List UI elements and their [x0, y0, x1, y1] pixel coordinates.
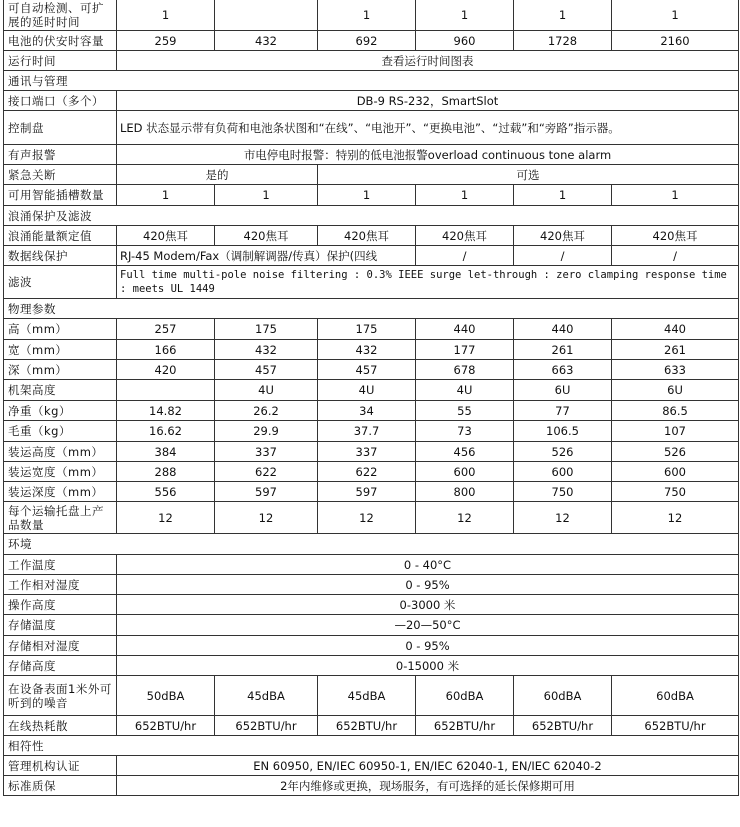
- value-cell: 420焦耳: [612, 226, 739, 246]
- row-label: 滤波: [4, 266, 117, 299]
- row-label: 有声报警: [4, 145, 117, 165]
- value-cell: 1: [117, 0, 215, 31]
- value-cell: 4U: [318, 380, 416, 401]
- table-row: [4, 676, 739, 716]
- section-heading: 环境: [4, 534, 739, 555]
- value-span: EN 60950, EN/IEC 60950-1, EN/IEC 62040-1, EN/IEC 62040-2: [117, 756, 739, 776]
- value-cell: 1: [514, 0, 612, 31]
- value-cell: 60dBA: [514, 676, 612, 716]
- section-heading: 通讯与管理: [4, 71, 739, 91]
- table-row: [4, 226, 739, 246]
- value-cell: 288: [117, 462, 215, 482]
- value-cell: 457: [318, 360, 416, 380]
- value-cell: 652BTU/hr: [215, 716, 318, 736]
- table-row: [4, 246, 739, 266]
- table-row: [4, 380, 739, 401]
- table-row: [4, 534, 739, 555]
- table-row: [4, 71, 739, 91]
- value-cell: 652BTU/hr: [117, 716, 215, 736]
- section-heading: 物理参数: [4, 299, 739, 319]
- table-row: [4, 0, 739, 31]
- value-cell: /: [416, 246, 514, 266]
- value-cell: 456: [416, 442, 514, 462]
- table-row: [4, 502, 739, 534]
- value-cell: 12: [117, 502, 215, 534]
- row-label: 电池的伏安时容量: [4, 31, 117, 51]
- value-cell: 1: [612, 185, 739, 206]
- value-cell: 556: [117, 482, 215, 502]
- value-cell: 600: [612, 462, 739, 482]
- value-cell: 50dBA: [117, 676, 215, 716]
- value-cell: 622: [215, 462, 318, 482]
- value-cell: 12: [514, 502, 612, 534]
- value-right: 可选: [318, 165, 739, 185]
- value-cell: 175: [318, 319, 416, 340]
- value-cell: 440: [514, 319, 612, 340]
- value-cell: 420焦耳: [215, 226, 318, 246]
- row-label: 深（mm）: [4, 360, 117, 380]
- value-cell: 440: [416, 319, 514, 340]
- row-label: 装运宽度（mm）: [4, 462, 117, 482]
- value-span: 0 - 95%: [117, 575, 739, 595]
- value-cell: 1: [416, 0, 514, 31]
- value-cell: 1: [318, 185, 416, 206]
- value-cell: 678: [416, 360, 514, 380]
- value-cell: 55: [416, 401, 514, 421]
- table-row: [4, 421, 739, 442]
- value-cell: 663: [514, 360, 612, 380]
- value-cell: 432: [318, 340, 416, 360]
- value-cell: 960: [416, 31, 514, 51]
- table-row: [4, 462, 739, 482]
- value-cell: 26.2: [215, 401, 318, 421]
- value-cell: 800: [416, 482, 514, 502]
- value-cell: 12: [318, 502, 416, 534]
- value-cell: 337: [215, 442, 318, 462]
- value-span: 0-3000 米: [117, 595, 739, 615]
- value-cell: 432: [215, 340, 318, 360]
- value-cell: 6U: [514, 380, 612, 401]
- table-row: [4, 401, 739, 421]
- value-cell: 597: [215, 482, 318, 502]
- value-cell: 4U: [416, 380, 514, 401]
- value-span: LED 状态显示带有负荷和电池条状图和“在线”、“电池开”、“更换电池”、“过载”和“旁路”指示器。: [117, 111, 739, 145]
- table-row: [4, 716, 739, 736]
- row-label: 管理机构认证: [4, 756, 117, 776]
- value-span: Full time multi-pole noise filtering : 0.3% IEEE surge let-through : zero clamping response time : meets UL 1449: [117, 266, 739, 299]
- value-cell: 420焦耳: [117, 226, 215, 246]
- table-row: [4, 319, 739, 340]
- value-cell: 14.82: [117, 401, 215, 421]
- table-row: [4, 615, 739, 636]
- value-cell: 73: [416, 421, 514, 442]
- value-cell: 457: [215, 360, 318, 380]
- table-row: [4, 636, 739, 656]
- row-label: 宽（mm）: [4, 340, 117, 360]
- row-label: 在线热耗散: [4, 716, 117, 736]
- table-row: [4, 206, 739, 226]
- table-row: [4, 756, 739, 776]
- row-label: 存储相对湿度: [4, 636, 117, 656]
- value-cell: 177: [416, 340, 514, 360]
- table-row: [4, 185, 739, 206]
- value-cell: 1: [612, 0, 739, 31]
- row-label: 数据线保护: [4, 246, 117, 266]
- value-cell: 750: [612, 482, 739, 502]
- value-cell: 12: [612, 502, 739, 534]
- value-cell: 622: [318, 462, 416, 482]
- value-cell: 261: [612, 340, 739, 360]
- table-row: [4, 656, 739, 676]
- table-row: [4, 111, 739, 145]
- table-row: [4, 51, 739, 71]
- row-label: 工作温度: [4, 555, 117, 575]
- table-row: [4, 31, 739, 51]
- value-cell: 600: [416, 462, 514, 482]
- value-cell: 692: [318, 31, 416, 51]
- value-cell: 34: [318, 401, 416, 421]
- value-cell: 652BTU/hr: [318, 716, 416, 736]
- value-span: 0 - 95%: [117, 636, 739, 656]
- value-cell: 60dBA: [416, 676, 514, 716]
- value-cell: 12: [416, 502, 514, 534]
- spec-table: [3, 0, 739, 796]
- value-cell: 259: [117, 31, 215, 51]
- table-row: [4, 736, 739, 756]
- value-cell: 29.9: [215, 421, 318, 442]
- table-row: [4, 91, 739, 111]
- row-label: 浪涌能量额定值: [4, 226, 117, 246]
- row-label: 每个运输托盘上产品数量: [4, 502, 117, 534]
- value-cell: 1: [514, 185, 612, 206]
- table-row: [4, 145, 739, 165]
- value-span: 0 - 40°C: [117, 555, 739, 575]
- value-span: 0-15000 米: [117, 656, 739, 676]
- value-span: 市电停电时报警：特别的低电池报警overload continuous tone alarm: [117, 145, 739, 165]
- value-cell: 16.62: [117, 421, 215, 442]
- value-cell: 633: [612, 360, 739, 380]
- value-cell: /: [612, 246, 739, 266]
- value-cell: 37.7: [318, 421, 416, 442]
- table-row: [4, 575, 739, 595]
- row-label: 标准质保: [4, 776, 117, 796]
- table-row: [4, 555, 739, 575]
- value-cell: 261: [514, 340, 612, 360]
- value-cell: 600: [514, 462, 612, 482]
- value-left: 是的: [117, 165, 318, 185]
- spec-table-body: [4, 0, 739, 796]
- section-heading: 相符性: [4, 736, 739, 756]
- value-cell: 2160: [612, 31, 739, 51]
- value-cell: 384: [117, 442, 215, 462]
- row-label: 机架高度: [4, 380, 117, 401]
- value-cell: 420焦耳: [416, 226, 514, 246]
- value-cell: 526: [514, 442, 612, 462]
- table-row: [4, 360, 739, 380]
- value-cell: 750: [514, 482, 612, 502]
- value-cell: 597: [318, 482, 416, 502]
- value-cell: 175: [215, 319, 318, 340]
- table-row: [4, 340, 739, 360]
- value-cell: 60dBA: [612, 676, 739, 716]
- value-span: DB-9 RS-232，SmartSlot: [117, 91, 739, 111]
- value-cell: [117, 380, 215, 401]
- value-cell: 107: [612, 421, 739, 442]
- table-row: [4, 595, 739, 615]
- value-cell: 257: [117, 319, 215, 340]
- value-cell: 440: [612, 319, 739, 340]
- value-span: 查看运行时间图表: [117, 51, 739, 71]
- value-cell: 86.5: [612, 401, 739, 421]
- section-heading: 浪涌保护及滤波: [4, 206, 739, 226]
- value-cell: 106.5: [514, 421, 612, 442]
- value-cell: 1: [117, 185, 215, 206]
- value-span: —20—50°C: [117, 615, 739, 636]
- row-label: 毛重（kg）: [4, 421, 117, 442]
- value-cell: 4U: [215, 380, 318, 401]
- row-label: 接口端口（多个）: [4, 91, 117, 111]
- value-cell: 77: [514, 401, 612, 421]
- value-cell: 166: [117, 340, 215, 360]
- row-label: 装运高度（mm）: [4, 442, 117, 462]
- row-label: 可自动检测、可扩展的延时时间: [4, 0, 117, 31]
- table-row: [4, 482, 739, 502]
- row-label: 存储温度: [4, 615, 117, 636]
- value-cell: 337: [318, 442, 416, 462]
- row-label: 运行时间: [4, 51, 117, 71]
- value-cell: 652BTU/hr: [514, 716, 612, 736]
- value-cell: 6U: [612, 380, 739, 401]
- row-label: 紧急关断: [4, 165, 117, 185]
- value-cell: 420: [117, 360, 215, 380]
- value-cell: 1: [416, 185, 514, 206]
- value-cell: 12: [215, 502, 318, 534]
- value-cell: 420焦耳: [514, 226, 612, 246]
- table-row: [4, 299, 739, 319]
- value-cell: 45dBA: [318, 676, 416, 716]
- table-row: [4, 165, 739, 185]
- value-cell: 652BTU/hr: [612, 716, 739, 736]
- row-label: 净重（kg）: [4, 401, 117, 421]
- value-cell: 1: [318, 0, 416, 31]
- table-row: [4, 442, 739, 462]
- value-cell: /: [514, 246, 612, 266]
- row-label: 操作高度: [4, 595, 117, 615]
- value-cell: 45dBA: [215, 676, 318, 716]
- value-cell: [215, 0, 318, 31]
- row-label: 存储高度: [4, 656, 117, 676]
- row-label: 高（mm）: [4, 319, 117, 340]
- value-cell: 432: [215, 31, 318, 51]
- value-wide: RJ-45 Modem/Fax（调制解调器/传真）保护(四线: [117, 246, 416, 266]
- value-cell: 420焦耳: [318, 226, 416, 246]
- row-label: 在设备表面1米外可听到的噪音: [4, 676, 117, 716]
- row-label: 装运深度（mm）: [4, 482, 117, 502]
- table-row: [4, 776, 739, 796]
- value-cell: 652BTU/hr: [416, 716, 514, 736]
- value-span: 2年内维修或更换，现场服务，有可选择的延长保修期可用: [117, 776, 739, 796]
- value-cell: 1: [215, 185, 318, 206]
- value-cell: 526: [612, 442, 739, 462]
- table-row: [4, 266, 739, 299]
- row-label: 工作相对湿度: [4, 575, 117, 595]
- row-label: 可用智能插槽数量: [4, 185, 117, 206]
- row-label: 控制盘: [4, 111, 117, 145]
- value-cell: 1728: [514, 31, 612, 51]
